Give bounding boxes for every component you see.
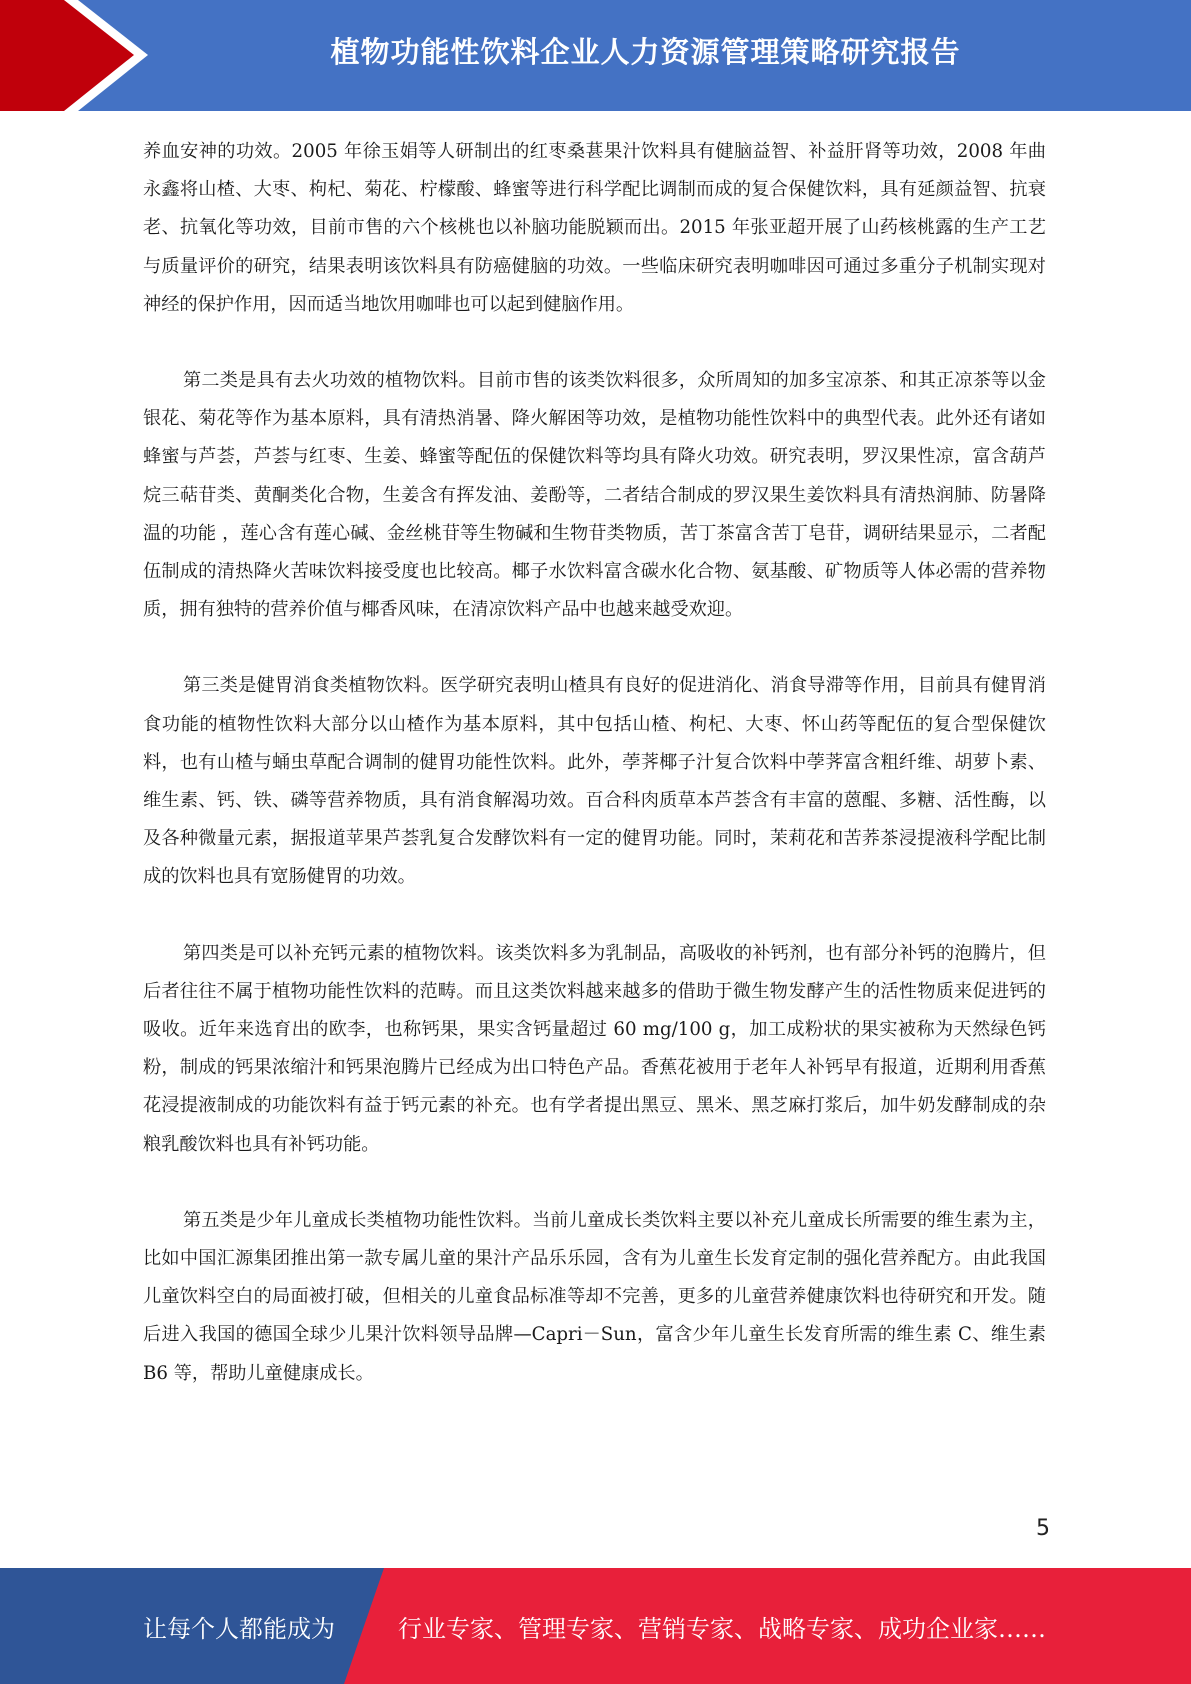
- paragraph-5: 第五类是少年儿童成长类植物功能性饮料。当前儿童成长类饮料主要以补充儿童成长所需要的维生素为主，比如中国汇源集团推出第一款专属儿童的果汁产品乐乐园，含有为儿童生长发育定制的强化营养配方。由此我国儿童饮料空白的局面被打破，但相关的儿童食品标准等却不完善，更多的儿童营养健康饮料也待研究和开发。随后进入我国的德国全球少儿果汁饮料领导品牌—Capri－Sun，富含少年儿童生长发育所需的维生素 C、维生素 B6 等，帮助儿童健康成长。: [143, 1209, 1046, 1384]
- footer-slogan-right: 行业专家、管理专家、营销专家、战略专家、成功企业家……: [398, 1614, 1046, 1643]
- report-title: 植物功能性饮料企业人力资源管理策略研究报告: [330, 34, 961, 69]
- paragraph-4: 第四类是可以补充钙元素的植物饮料。该类饮料多为乳制品，高吸收的补钙剂，也有部分补钙的泡腾片，但后者往往不属于植物功能性饮料的范畴。而且这类饮料越来越多的借助于微生物发酵产生的活性物质来促进钙的吸收。近年来选育出的欧李，也称钙果，果实含钙量超过 60 mg/100 g，加工成粉状的果实被称为天然绿色钙粉，制成的钙果浓缩汁和钙果泡腾片已经成为出口特色产品。香蕉花被用于老年人补钙早有报道，近期利用香蕉花浸提液制成的功能饮料有益于钙元素的补充。也有学者提出黑豆、黑米、黑芝麻打浆后，加牛奶发酵制成的杂粮乳酸饮料也具有补钙功能。: [143, 942, 1046, 1155]
- page-footer: [0, 1568, 1191, 1684]
- paragraph-3: 第三类是健胃消食类植物饮料。医学研究表明山楂具有良好的促进消化、消食导滞等作用，目前具有健胃消食功能的植物性饮料大部分以山楂作为基本原料，其中包括山楂、枸杞、大枣、怀山药等配伍的复合型保健饮料，也有山楂与蛹虫草配合调制的健胃功能性饮料。此外，荸荠椰子汁复合饮料中荸荠富含粗纤维、胡萝卜素、维生素、钙、铁、磷等营养物质，具有消食解渴功效。百合科肉质草本芦荟含有丰富的蒽醌、多糖、活性酶，以及各种微量元素，据报道苹果芦荟乳复合发酵饮料有一定的健胃功能。同时，茉莉花和苦荞茶浸提液科学配比制成的饮料也具有宽肠健胃的功效。: [143, 675, 1046, 888]
- paragraph-2: 第二类是具有去火功效的植物饮料。目前市售的该类饮料很多，众所周知的加多宝凉茶、和其正凉茶等以金银花、菊花等作为基本原料，具有清热消暑、降火解困等功效，是植物功能性饮料中的典型代表。此外还有诸如蜂蜜与芦荟，芦荟与红枣、生姜、蜂蜜等配伍的保健饮料等均具有降火功效。研究表明，罗汉果性凉，富含葫芦烷三萜苷类、黄酮类化合物，生姜含有挥发油、姜酚等，二者结合制成的罗汉果生姜饮料具有清热润肺、防暑降温的功能 ，莲心含有莲心碱、金丝桃苷等生物碱和生物苷类物质，苦丁茶富含苦丁皂苷，调研结果显示，二者配伍制成的清热降火苦味饮料接受度也比较高。椰子水饮料富含碳水化合物、氨基酸、矿物质等人体必需的营养物质，拥有独特的营养价值与椰香风味，在清凉饮料产品中也越来越受欢迎。: [143, 370, 1046, 621]
- footer-slogan-left: 让每个人都能成为: [143, 1614, 335, 1643]
- document-body: [143, 133, 1046, 1431]
- page-header: [0, 0, 1191, 111]
- page-number: 5: [1036, 1516, 1050, 1541]
- paragraph-1: 养血安神的功效。2005 年徐玉娟等人研制出的红枣桑葚果汁饮料具有健脑益智、补益肝肾等功效，2008 年曲永鑫将山楂、大枣、枸杞、菊花、柠檬酸、蜂蜜等进行科学配比调制而成的复合保健饮料，具有延颜益智、抗衰老、抗氧化等功效，目前市售的六个核桃也以补脑功能脱颖而出。2015 年张亚超开展了山药核桃露的生产工艺与质量评价的研究，结果表明该饮料具有防癌健脑的功效。一些临床研究表明咖啡因可通过多重分子机制实现对神经的保护作用，因而适当地饮用咖啡也可以起到健脑作用。: [143, 141, 1046, 315]
